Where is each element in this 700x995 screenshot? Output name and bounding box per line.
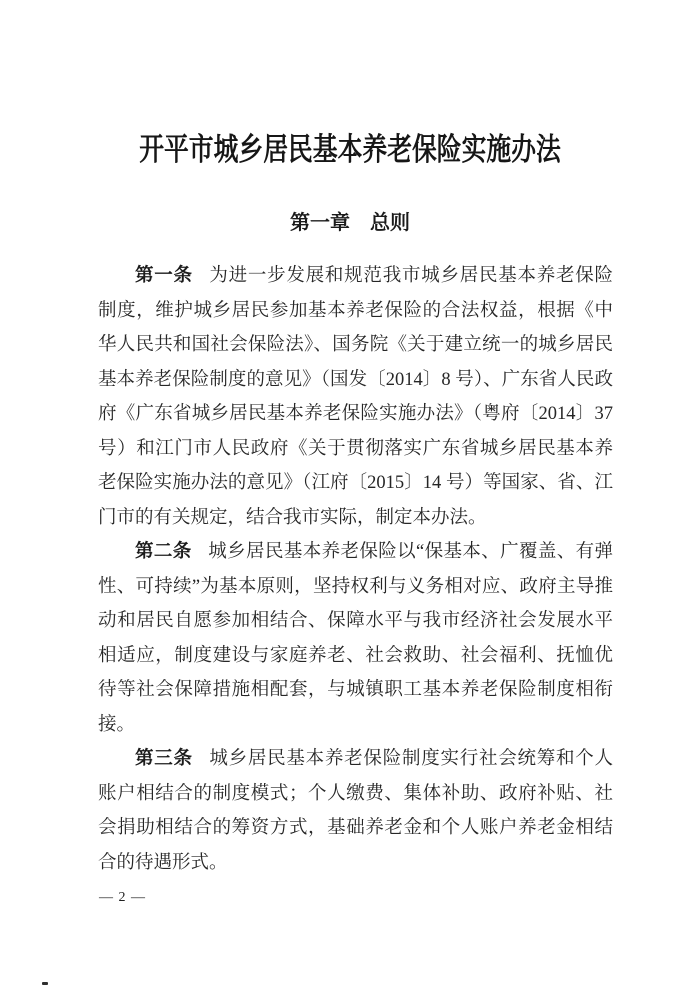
article-text: 城乡居民基本养老保险以“保基本、广覆盖、有弹性、可持续”为基本原则，坚持权利与义务相对应、政府主导推动和居民自愿参加相结合、保障水平与我市经济社会发展水平相适应，制度建设与家庭养老、社会救助、社会福利、抚恤优待等社会保障措施相配套，与城镇职工基本养老保险制度相衔接。 [98, 542, 613, 735]
article-paragraph [98, 742, 613, 880]
document-title: 开平市城乡居民基本养老保险实施办法 [139, 131, 561, 167]
article-number: 第三条 [135, 749, 193, 769]
page-number: — 2 — [99, 890, 146, 905]
article-paragraph [98, 259, 613, 535]
article-text: 城乡居民基本养老保险制度实行社会统筹和个人账户相结合的制度模式；个人缴费、集体补助、政府补贴、社会捐助相结合的筹资方式，基础养老金和个人账户养老金相结合的待遇形式。 [98, 749, 613, 873]
chapter-heading: 第一章 总则 [290, 211, 410, 234]
document-body [98, 259, 613, 880]
article-paragraph [98, 535, 613, 742]
article-number: 第二条 [135, 542, 192, 562]
article-number: 第一条 [135, 266, 193, 286]
scan-artifact [42, 982, 48, 985]
article-text: 为进一步发展和规范我市城乡居民基本养老保险制度，维护城乡居民参加基本养老保险的合法权益，根据《中华人民共和国社会保险法》、国务院《关于建立统一的城乡居民基本养老保险制度的意见》（国发〔2014〕8 号）、广东省人民政府《广东省城乡居民基本养老保险实施办法》（粤府〔2014〕37号）和江门市人民政府《关于贯彻落实广东省城乡居民基本养老保险实施办法的意见》（江府〔2015〕14 号）等国家、省、江门市的有关规定，结合我市实际，制定本办法。 [98, 266, 613, 528]
